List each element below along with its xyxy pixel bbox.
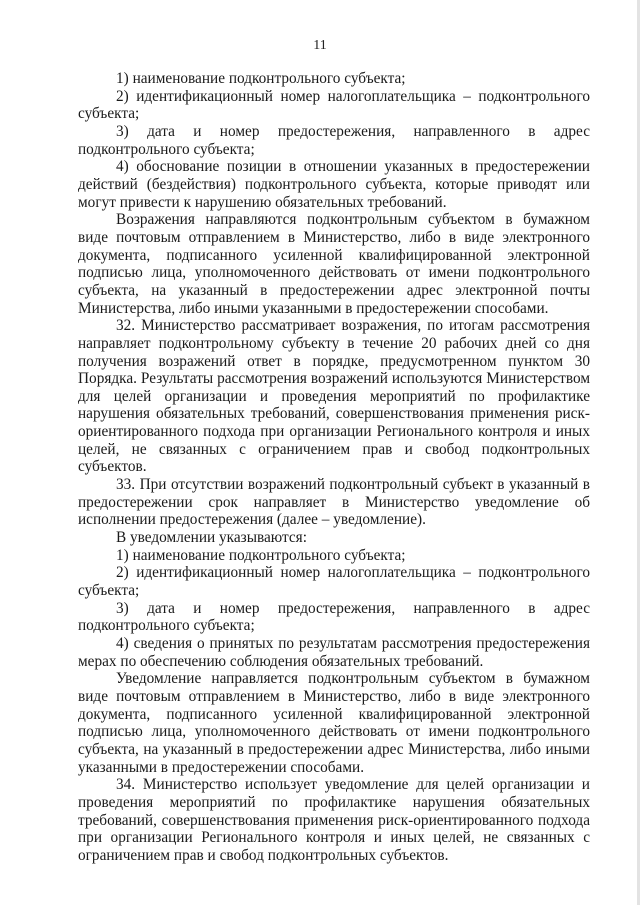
paragraph-item-2-inn: 2) идентификационный номер налогоплательщика – подконтрольного субъекта; <box>78 87 590 123</box>
paragraph-notification-item-2: 2) идентификационный номер налогоплательщика – подконтрольного субъекта; <box>78 564 590 600</box>
paragraph-item-1-name: 1) наименование подконтрольного субъекта; <box>116 70 406 87</box>
paragraph-item-4-justification: 4) обоснование позиции в отношении указанных в предостережении действий (бездействия) подконтрольного субъекта, которые приводят или могут привести к нарушению обязательных требований. <box>78 158 590 211</box>
page-number: 11 <box>313 38 327 53</box>
document-body <box>78 70 590 865</box>
paragraph-notification-item-4: 4) сведения о принятых по результатам рассмотрения предостережения мерах по обеспечению соблюдения обязательных требований. <box>78 635 590 670</box>
paragraph-notification-delivery: Уведомление направляется подконтрольным субъектом в бумажном виде почтовым отправлением в Министерство, либо в виде электронного документа, подписанного усиленной квалифицированной электронной подписью лица, уполномоченного действовать от имени подконтрольного субъекта, на указанный в предостережении адрес Министерства, либо иными указанными в предостережении способами. <box>78 670 590 776</box>
paragraph-clause-32: 32. Министерство рассматривает возражения, по итогам рассмотрения направляет подконтрольному субъекту в течение 20 рабочих дней со дня получения возражений ответ в порядке, предусмотренном пунктом 30 Порядка. Результаты рассмотрения возражений используются Министерством для целей организации и проведения мероприятий по профилактике нарушения обязательных требований, совершенствования применения риск-ориентированного подхода при организации Регионального контроля и иных целей, не связанных с ограничением прав и свобод подконтрольных субъектов. <box>78 317 590 476</box>
paragraph-notification-item-3: 3) дата и номер предостережения, направленного в адрес подконтрольного субъекта; <box>78 599 590 635</box>
paragraph-clause-34: 34. Министерство использует уведомление для целей организации и проведения мероприятий по профилактике нарушения обязательных требований, совершенствования применения риск-ориентированного подхода при организации Регионального контроля и иных целей, не связанных с ограничением прав и свобод подконтрольных субъектов. <box>78 776 590 864</box>
paragraph-notification-item-1: 1) наименование подконтрольного субъекта; <box>116 546 406 564</box>
paragraph-item-3-date-number: 3) дата и номер предостережения, направленного в адрес подконтрольного субъекта; <box>78 122 590 158</box>
paragraph-notification-contents: В уведомлении указываются: <box>116 529 307 547</box>
paragraph-objections-delivery: Возражения направляются подконтрольным субъектом в бумажном виде почтовым отправлением в Министерство, либо в виде электронного документа, подписанного усиленной квалифицированной электронной подписью лица, уполномоченного действовать от имени подконтрольного субъекта, на указанный в предостережении адрес электронной почты Министерства, либо иными указанными в предостережении способами. <box>78 211 590 317</box>
paragraph-clause-33: 33. При отсутствии возражений подконтрольный субъект в указанный в предостережении срок направляет в Министерство уведомление об исполнении предостережения (далее – уведомление). <box>78 476 590 529</box>
